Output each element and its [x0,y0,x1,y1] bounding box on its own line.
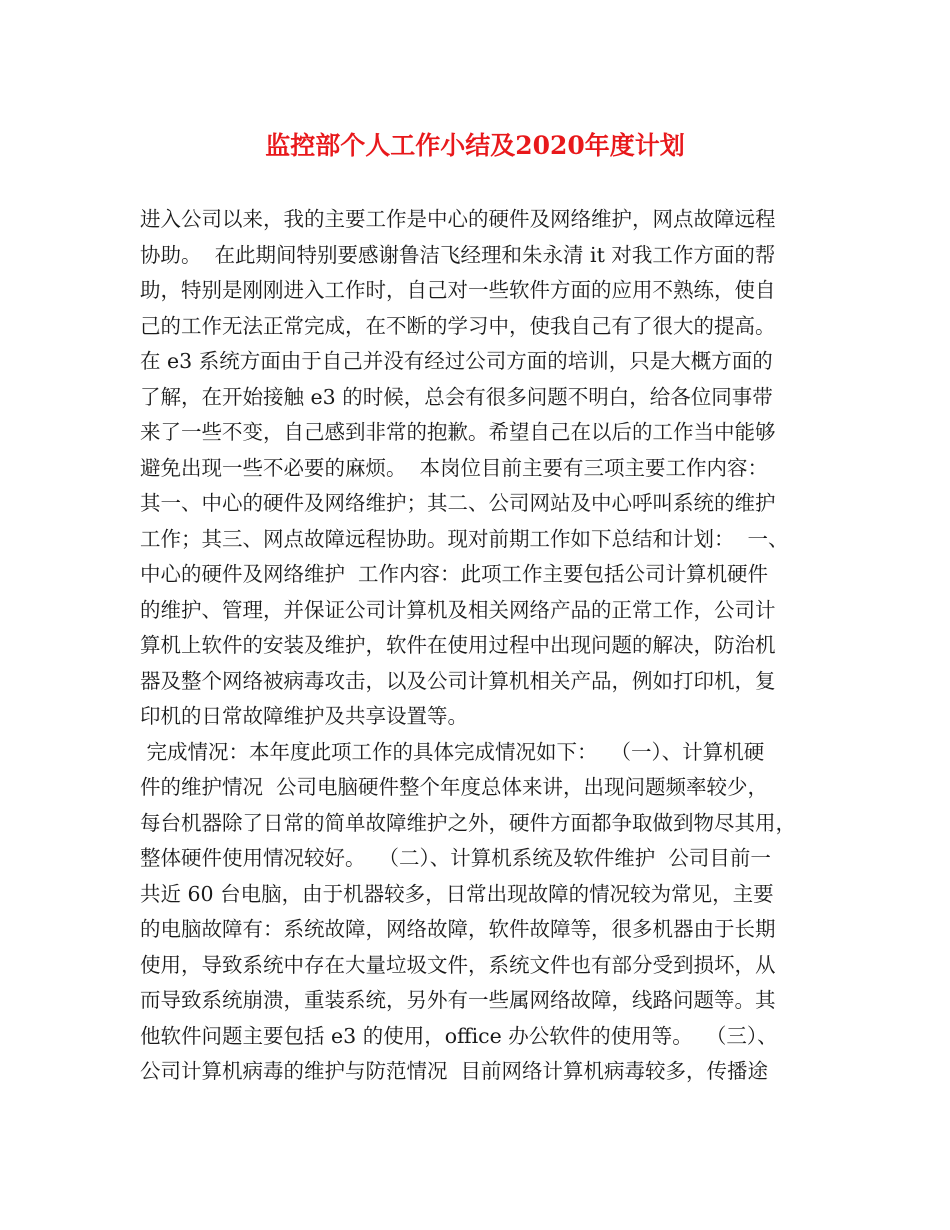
body-text-line: 进入公司以来，我的主要工作是中心的硬件及网络维护，网点故障远程 [140,207,776,231]
body-text-line: 协助。 在此期间特别要感谢鲁洁飞经理和朱永清 it 对我工作方面的帮 [140,242,776,267]
body-text-line: 己的工作无法正常完成，在不断的学习中，使我自己有了很大的提高。 [140,313,776,338]
body-text-line: 的维护、管理，并保证公司计算机及相关网络产品的正常工作，公司计 [140,597,776,622]
body-text-line: 其一、中心的硬件及网络维护；其二、公司网站及中心呼叫系统的维护 [140,491,776,515]
body-text-line: 件的维护情况 公司电脑硬件整个年度总体来讲，出现问题频率较少， [140,775,769,799]
body-text-line: 算机上软件的安装及维护，软件在使用过程中出现问题的解决，防治机 [140,633,776,657]
body-text-line: 工作；其三、网点故障远程协助。现对前期工作如下总结和计划： 一、 [140,526,789,551]
body-text-line: 印机的日常故障维护及共享设置等。 [140,704,468,728]
body-text-line: 的电脑故障有：系统故障，网络故障，软件故障等，很多机器由于长期 [140,917,776,941]
body-text-line: 在 e3 系统方面由于自己并没有经过公司方面的培训，只是大概方面的 [140,349,773,373]
body-text-line: 而导致系统崩溃，重装系统，另外有一些属网络故障，线路问题等。其 [140,988,776,1012]
body-text-line: 使用，导致系统中存在大量垃圾文件，系统文件也有部分受到损坏，从 [140,952,776,977]
body-text-line: 每台机器除了日常的简单故障维护之外，硬件方面都争取做到物尽其用， [140,810,796,835]
document-body [140,202,820,1090]
body-text-line: 他软件问题主要包括 e3 的使用，office 办公软件的使用等。 （三）、 [140,1023,778,1048]
body-text-line: 公司计算机病毒的维护与防范情况 目前网络计算机病毒较多，传播途 [140,1059,769,1083]
document-title: 监控部个人工作小结及2020年度计划 [265,131,685,160]
body-text-line: 完成情况：本年度此项工作的具体完成情况如下： （一）、计算机硬 [140,739,765,764]
body-text-line: 中心的硬件及网络维护 工作内容：此项工作主要包括公司计算机硬件 [140,562,769,586]
body-text-line: 整体硬件使用情况较好。 （二）、计算机系统及软件维护 公司目前一 [140,846,771,870]
body-text-line: 了解，在开始接触 e3 的时候，总会有很多问题不明白，给各位同事带 [140,384,773,409]
body-text-line: 器及整个网络被病毒攻击，以及公司计算机相关产品，例如打印机，复 [140,668,776,693]
body-text-line: 来了一些不变，自己感到非常的抱歉。希望自己在以后的工作当中能够 [140,420,776,444]
body-text-line: 助，特别是刚刚进入工作时，自己对一些软件方面的应用不熟练，使自 [140,278,776,302]
body-text-line: 避免出现一些不必要的麻烦。 本岗位目前主要有三项主要工作内容： [140,455,769,480]
body-text-line: 共近 60 台电脑，由于机器较多，日常出现故障的情况较为常见，主要 [140,881,774,906]
